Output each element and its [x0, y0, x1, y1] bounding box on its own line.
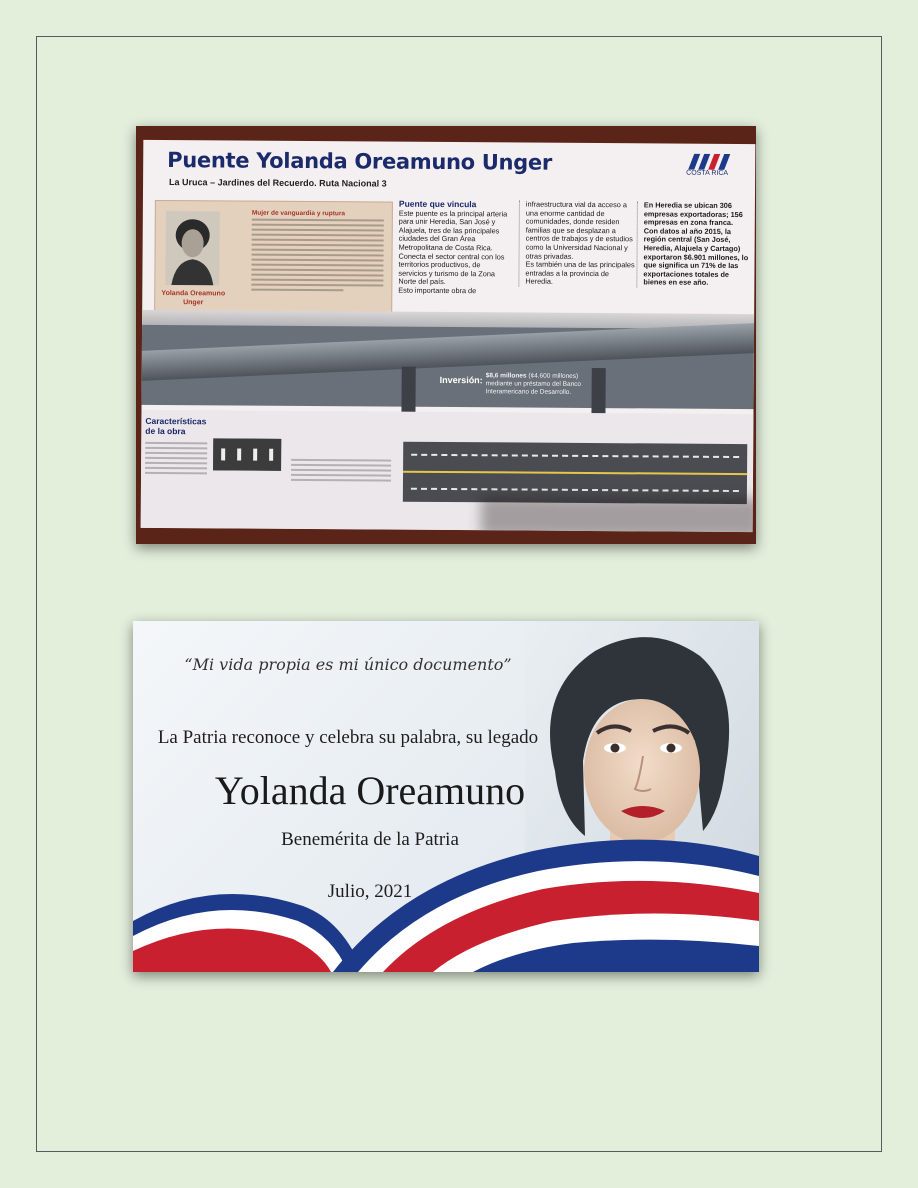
- col1-paragraph-1: Este puente es la principal arteria para unir Heredia, San José y Alajuela, tres de las principales ciudades del Gran Área Metropolitana de Costa Rica.: [398, 208, 508, 253]
- honor-title: Benemérita de la Patria: [281, 829, 459, 850]
- poster-title: Puente Yolanda Oreamuno Unger: [167, 148, 553, 175]
- costa-rica-flag-ribbon: [133, 621, 759, 972]
- inversion-label: Inversión:: [439, 374, 483, 386]
- text-lines: [145, 442, 207, 477]
- road-diagram: [403, 442, 747, 504]
- bio-heading: Mujer de vanguardia y ruptura: [251, 209, 346, 218]
- date-text: Julio, 2021: [327, 881, 413, 902]
- costa-rica-logo: [679, 154, 735, 178]
- recognition-text: La Patria reconoce y celebra su palabra, su legado: [157, 727, 539, 748]
- poster-column-1: [398, 200, 511, 296]
- bio-text-lines: [251, 219, 384, 295]
- caracteristicas-heading: Características de la obra: [145, 415, 207, 437]
- photo-shadow: [481, 496, 756, 532]
- bridge-cross-section: [213, 438, 281, 470]
- portrait-thumbnail: [165, 211, 220, 285]
- bio-name: Yolanda Oreamuno Unger: [161, 289, 226, 307]
- poster-column-3: [636, 201, 754, 288]
- honoree-name: Yolanda Oreamuno: [214, 768, 526, 813]
- col2-paragraph-1: infraestructura vial da acceso a una enorme cantidad de comunidades, donde residen familias que se desplazan a centros de trabajos y de estudios como la Universidad Nacional y otras privadas.: [525, 199, 633, 261]
- bridge-pillar: [401, 367, 415, 417]
- bridge-poster-photo: [136, 126, 756, 544]
- flag-stripes-icon: [684, 154, 730, 170]
- inversion-text: [486, 372, 604, 397]
- poster-column-2: [518, 200, 638, 287]
- col2-paragraph-2: Es también una de las principales entradas a la provincia de Heredia.: [525, 259, 635, 287]
- commemorative-card: [133, 621, 759, 972]
- col1-heading: Puente que vincula: [398, 198, 477, 210]
- col3-paragraph-1: En Heredia se ubican 306 empresas exportadoras; 156 empresas en zona franca.: [643, 200, 743, 228]
- quote-text: “Mi vida propia es mi único documento”: [184, 655, 512, 674]
- col1-paragraph-3: Esto importante obra de: [398, 285, 477, 296]
- logo-text: COSTA RICA: [686, 169, 729, 177]
- poster-subtitle: La Uruca – Jardines del Recuerdo. Ruta Nacional 3: [169, 177, 387, 189]
- text-lines: [291, 459, 391, 485]
- inversion-detail: (¢4.600 millones) mediante un préstamo del Banco Interamericano de Desarrollo.: [485, 372, 582, 396]
- col3-paragraph-2: Con datos al año 2015, la región central (San José, Heredia, Alajuela y Cartago) exportaron $6.901 millones, lo que significa un 71% de las exportaciones totales de bienes en ese año.: [643, 226, 749, 288]
- inversion-amount: $8,6 millones: [485, 372, 527, 380]
- col1-paragraph-2: Conecta el sector central con los territorios productivos, de servicios y turismo de la Zona Norte del país.: [398, 251, 505, 287]
- bio-box: [154, 200, 393, 328]
- bridge-poster: [141, 140, 756, 532]
